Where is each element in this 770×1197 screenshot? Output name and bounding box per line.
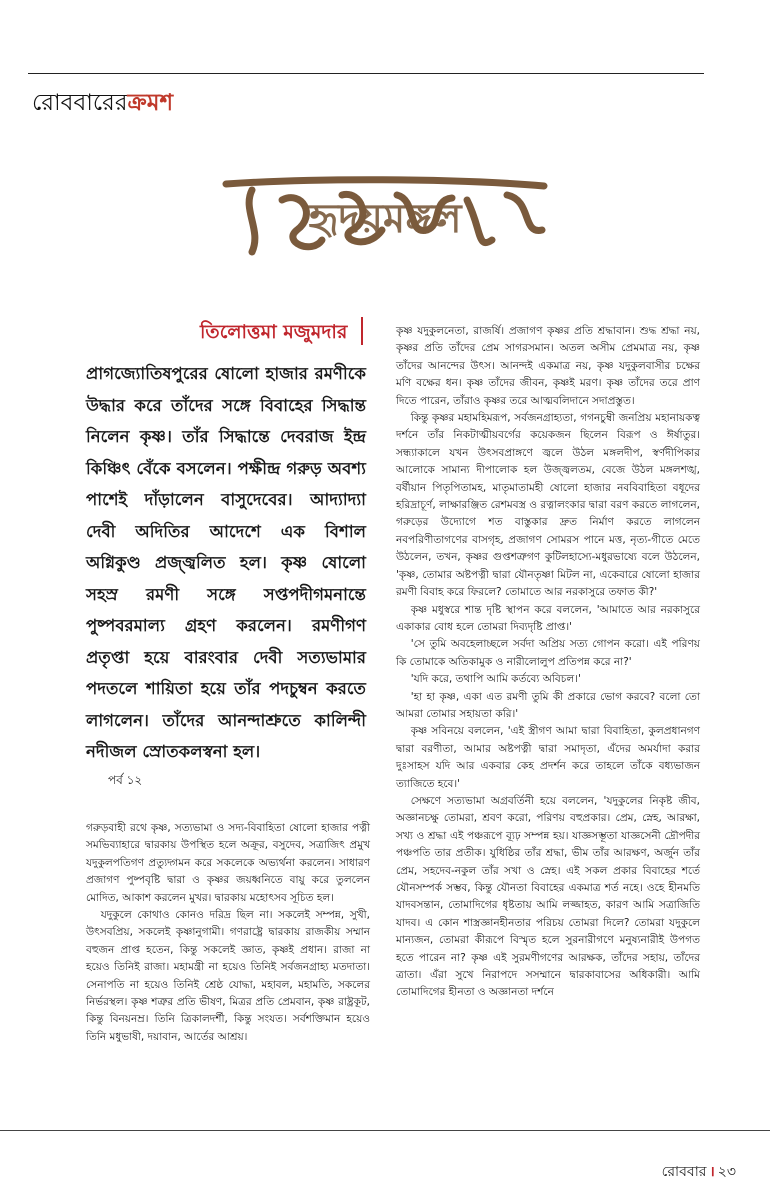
masthead-logo [222, 170, 548, 260]
byline-divider [361, 317, 363, 345]
right-body-column [396, 323, 700, 1002]
section-header [32, 84, 173, 123]
body-paragraph: 'সে তুমি অবহেলাচ্ছলে সর্বদা অপ্রিয় সত্য গোপন করো। এই পরিণয় কি তোমাকে অতিকামুক ও নারীলোলুপ প্রতিপন্ন করে না?' [396, 638, 700, 668]
body-paragraph: সেক্ষণে সত্যভামা অগ্রবর্তিনী হয়ে বললেন, 'যদুকুলের নিকৃষ্ট জীব, অজ্ঞানচক্ষু তোমরা, শ্রবণ করো, পরিণয় বহুপ্রকার। প্রেম, স্নেহ, আরক্ষা, সখ্য ও শ্রদ্ধা এই পঞ্চরূপে ব্যূঢ় সম্পন্ন হয়। যাজ্ঞসম্ভূতা যাজ্ঞসেনী দ্রৌপদীর পঞ্চপতি তার প্রতীক। যুধিষ্ঠির তাঁর শ্রদ্ধা, ভীম তাঁর আরক্ষণ, অর্জুন তাঁর প্রেম, সহদেব-নকুল তাঁর সখা ও স্নেহ। এই সকল প্রকার বিবাহের শর্তে যৌনসম্পর্ক সম্ভব, কিন্তু যৌনতা বিবাহের একমাত্র শর্ত নহে। ওহে হীনমতি যাদবসন্তান, তোমাদিগের ধৃষ্টতায় আমি লজ্জাহত, কারণ আমি সত্রাজিতি যাদব। এ কোন শাস্ত্রজ্ঞানহীনতার পরিচয় তোমরা দিলে? তোমরা যদুকুলে মান্যজন, তোমরা কীরূপে বিস্মৃত হলে সুরনারীগণে মনুষ্যনারীই উপগত হতে পারেন না? কৃষ্ণ এই সুরমণীগণের আরক্ষক, তাঁদের সহায়, তাঁদের ত্রাতা। এঁরা সুখে নিরাপদে সসম্মানে দ্বারকাবাসের অধিকারী। আমি তোমাদিগের হীনতা ও অজ্ঞানতা দর্শনে [396, 794, 700, 999]
masthead-logo-text: হৃদয়মঙ্গল [308, 196, 462, 242]
section-prefix: রোববারের [32, 90, 128, 116]
episode-label: পর্ব ১২ [108, 773, 143, 787]
page-number: ২৩ [717, 1164, 736, 1180]
left-body-column [86, 820, 370, 1046]
body-paragraph: কৃষ্ণ সবিনয়ে বললেন, 'এই স্ত্রীগণ আমা দ্বারা বিবাহিতা, কুলপ্রধানগণ দ্বারা বরণীতা, আমার অষ্টপত্নী দ্বারা সমাদৃতা, এঁদের অমর্যাদা করার দুঃসাহস যদি আর একবার কেহ প্রদর্শন করে তাহলে তাঁকে বধ্যভাজন ত্যাজিতে হবে।' [396, 725, 700, 790]
section-accent: ক্রমশ [127, 90, 174, 116]
body-paragraph: গরুড়বাহী রথে কৃষ্ণ, সত্যভামা ও সদ্য-বিবাহিতা ষোলো হাজার পত্নী সমভিব্যাহারে দ্বারকায় উপস্থিত হলে অক্রূর, বসুদেব, সত্রাজিৎ প্রমুখ যদুকুলপতিগণ প্রত্যুদ্গমন করে সকলেকে অভ্যর্থনা করলেন। সাধারণ প্রজাগণ পুষ্পবৃষ্টি দ্বারা ও কৃষ্ণর জয়ধ্বনিতে বায়ু করে তুললেন মোদিত, আকাশ করলেন মুখর। দ্বারকায় মহোৎসব সূচিত হল। [86, 822, 370, 904]
publication-name: রোববার [661, 1164, 707, 1180]
body-paragraph: কৃষ্ণ মধুস্বরে শান্ত দৃষ্টি স্থাপন করে বললেন, 'আমাতে আর নরকাসুরে একাকার বোধ হলে তোমরা দিব্যদৃষ্টি প্রাপ্ত।' [396, 603, 700, 633]
body-paragraph: কিন্তু কৃষ্ণর মহামহিমরূপ, সর্বজনগ্রাহ্যতা, গগনচুম্বী জনপ্রিয় মহানায়কত্ব দর্শনে তাঁর নিকটাত্মীয়বর্গের কয়েকজন ছিলেন বিরূপ ও ঈর্ষাতুর। সন্ধ্যাকালে যখন উৎসবপ্রাঙ্গণে জ্বলে উঠল মঙ্গলদীপ, স্বর্ণদীপিকার আলোকে সামান্য দীপালোক হল উজ্জ্বলতম, বেজে উঠল মঙ্গলশঙ্খ, বর্ষীয়ান পিতৃপিতামহ, মাতৃমাতামহী ষোলো হাজার নববিবাহিতা বধূদের হরিদ্রাচূর্ণ, লাক্ষারঞ্জিত রেশমবস্ত্র ও রত্নালংকার দ্বারা বরণ করতে লাগলেন, গরুড়ের উদ্যোগে শত বাস্তুকার দ্রুত নির্মাণ করতে লাগলেন নবপরিণীতাগণের বাসগৃহ, প্রজাগণ সোমরস পানে মত্ত, নৃত্য-গীতে মেতে উঠলেন, তখন, কৃষ্ণর গুপ্তশত্রুগণ কুটিলহাস্যে-মধুরভাষ্যে বলে উঠলেন, 'কৃষ্ণ, তোমার অষ্টপত্নী দ্বারা যৌনতৃষ্ণা মিটল না, একেবারে ষোলো হাজার রমণী বিবাহ করে ফিরলে? তোমাতে আর নরকাসুরে তফাত কী?' [396, 412, 700, 599]
body-paragraph: যদুকুলে কোথাও কোনও দরিদ্র ছিল না। সকলেই সম্পন্ন, সুখী, উৎসবপ্রিয়, সকলেই কৃষ্ণানুগামী। গণরাষ্ট্রে দ্বারকায় রাজকীয় সম্মান বহুজন প্রাপ্ত হতেন, কিন্তু সকলেই জ্ঞাত, কৃষ্ণই প্রধান। রাজা না হয়েও তিনিই রাজা। মহামন্ত্রী না হয়েও তিনিই সর্বজনগ্রাহ্য মতদাতা। সেনাপতি না হয়েও তিনিই শ্রেষ্ঠ যোদ্ধা, মহাবল, মহামতি, সকলের নির্ভরস্থল। কৃষ্ণ শত্রুর প্রতি ভীষণ, মিত্রর প্রতি প্রেমবান, কৃষ্ণ রাষ্ট্রকূট, কিন্তু বিনয়নম্র। তিনি ত্রিকালদর্শী, কিন্তু সংযত। সর্বশক্তিমান হয়েও তিনি মধুভাষী, দয়াবান, আর্তের আশ্রয়। [86, 909, 370, 1043]
bottom-rule [0, 1130, 770, 1131]
author-byline: তিলোত্তমা মজুমদার [200, 321, 348, 343]
top-rule [28, 73, 704, 74]
body-paragraph: 'যদি করে, তথাপি আমি কর্তব্যে অবিচল।' [410, 673, 581, 686]
page-folio [662, 1160, 736, 1184]
lead-text: প্রাগজ্যোতিষপুরের ষোলো হাজার রমণীকে উদ্ধার করে তাঁদের সঙ্গে বিবাহের সিদ্ধান্ত নিলেন কৃষ্ণ। তাঁর সিদ্ধান্তে দেবরাজ ইন্দ্র কিঞ্চিৎ বেঁকে বসলেন। পক্ষীন্দ্র গরুড় অবশ্য পাশেই দাঁড়ালেন বাসুদেবের। আদ্যাদ্যা দেবী অদিতির আদেশে এক বিশাল অগ্নিকুণ্ড প্রজ্জ্বলিত হল। কৃষ্ণ ষোলো সহস্র রমণী সঙ্গে সপ্তপদীগমনান্তে পুষ্পবরমাল্য গ্রহণ করলেন। রমণীগণ প্রতৃপ্তা হয়ে বারংবার দেবী সত্যভামার পদতলে শায়িতা হয়ে তাঁর পদচুম্বন করতে লাগলেন। তাঁদের আনন্দাশ্রুতে কালিন্দী নদীজল স্রোতকলস্বনা হল। [86, 364, 366, 761]
body-paragraph: 'হা হা কৃষ্ণ, একা এত রমণী তুমি কী প্রকারে ভোগ করবে? বলো তো আমরা তোমার সহায়তা করি।' [396, 690, 700, 720]
body-paragraph: কৃষ্ণ যদুকুলনেতা, রাজর্ষি। প্রজাগণ কৃষ্ণর প্রতি শ্রদ্ধাবান। শুদ্ধ শ্রদ্ধা নয়, কৃষ্ণর প্রতি তাঁদের প্রেম সাগরসমান। অতল অসীম প্রেমমাত্র নয়, কৃষ্ণ তাঁদের আনন্দের উৎস। আনন্দই একমাত্র নয়, কৃষ্ণ যদুকুলবাসীর চক্ষের মণি বক্ষের ধন। কৃষ্ণ তাঁদের জীবন, কৃষ্ণই মরণ। কৃষ্ণ তাঁদের তরে প্রাণ দিতে পারেন, তাঁরাও কৃষ্ণর তরে আত্মবলিদানে সদাপ্রস্তুত। [396, 325, 700, 407]
folio-separator: । [709, 1164, 715, 1180]
